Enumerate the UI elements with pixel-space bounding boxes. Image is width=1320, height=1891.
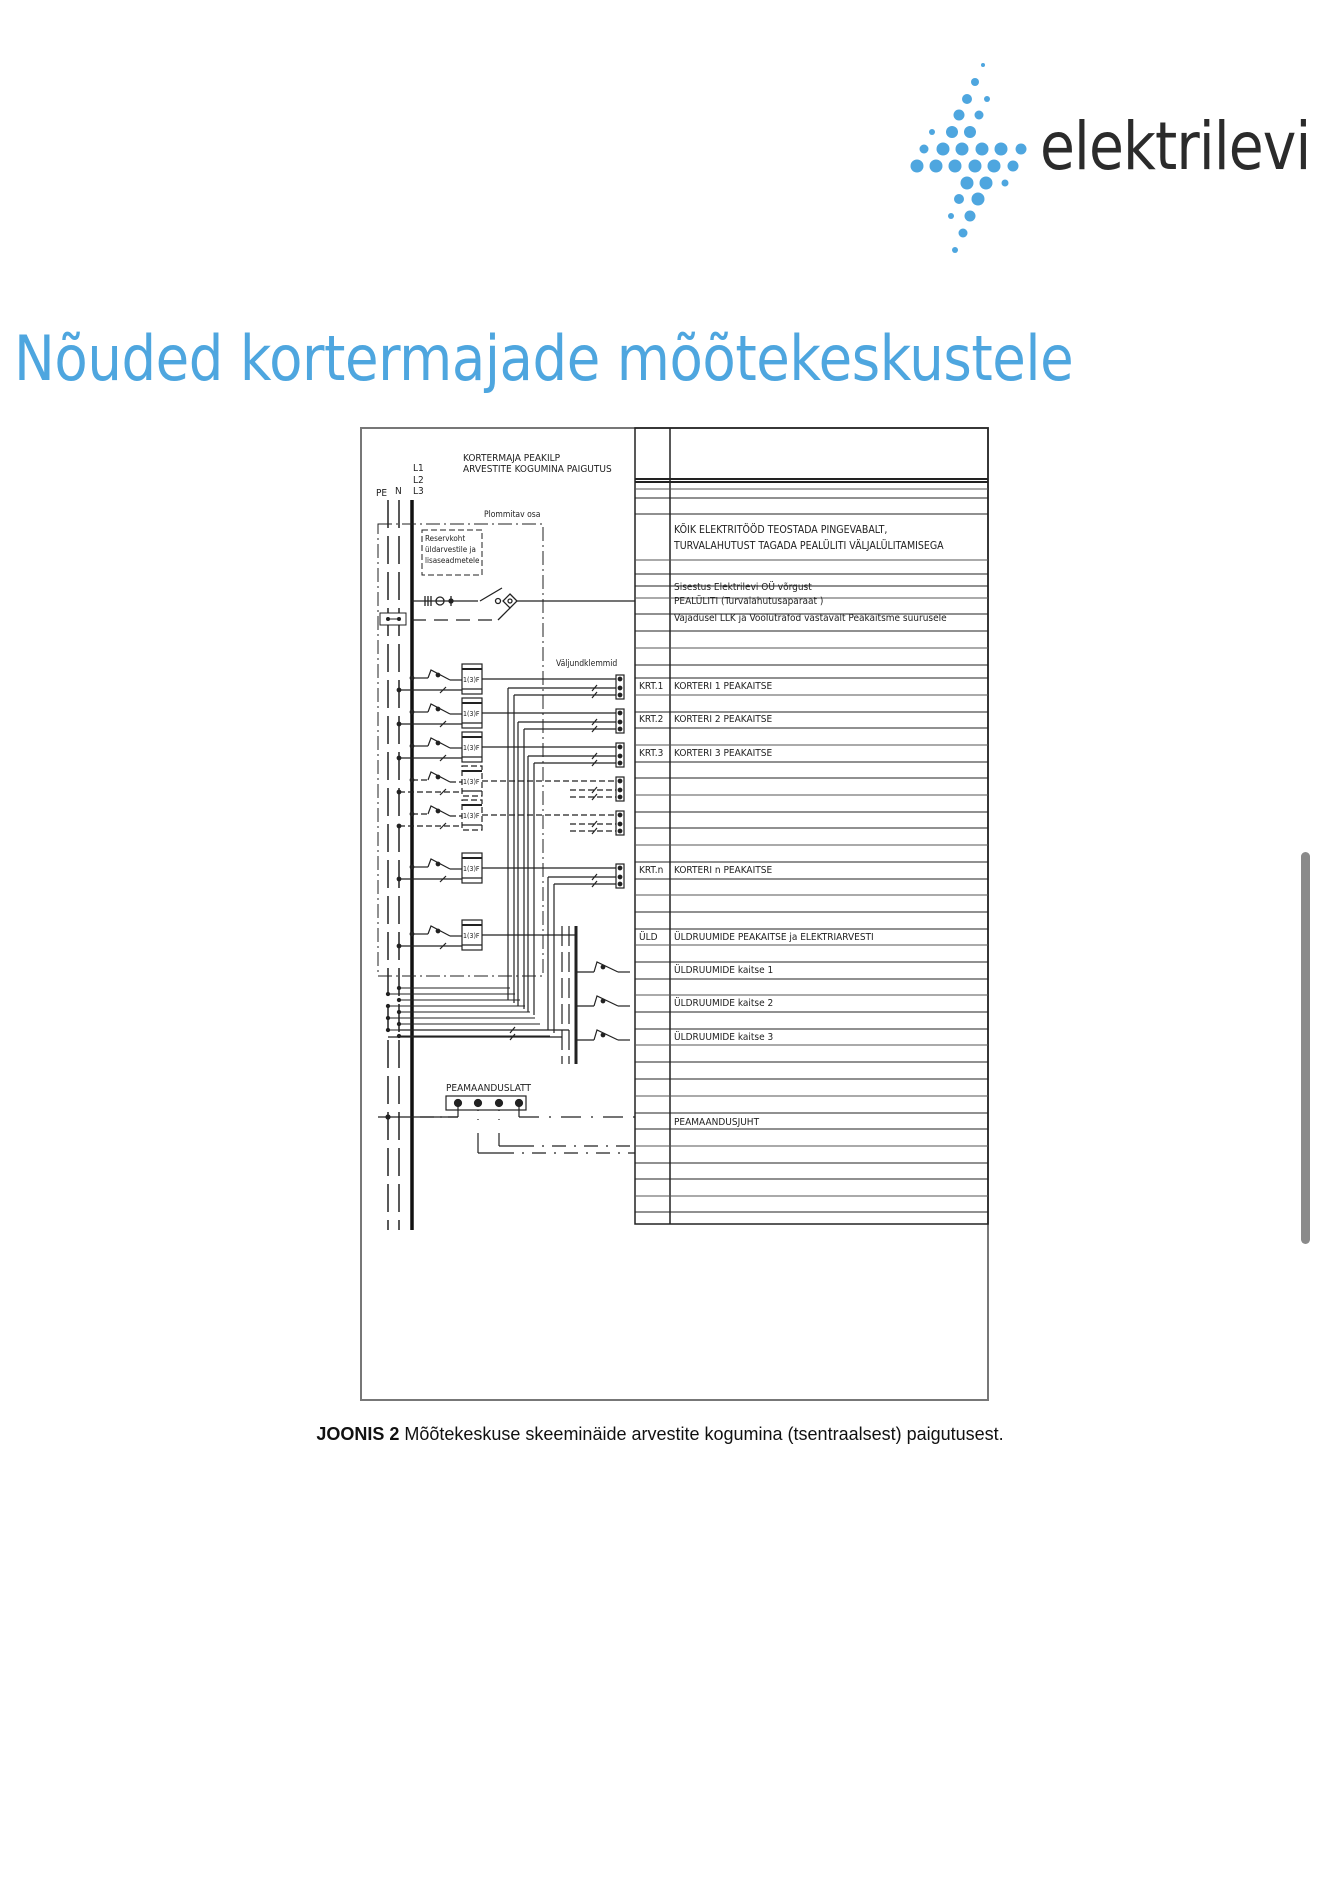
earthing-bar-label: PEAMAANDUSLATT [446, 1083, 531, 1094]
legend-row-text: Vajadusel LLK ja Voolutrafod vastavalt Peakaitsme suurusele [674, 613, 947, 624]
reserve-box-line-2: üldarvestile ja [425, 545, 476, 554]
meter-fuse-label: 1(3)F [463, 865, 480, 873]
legend-row-text: ÜLDRUUMIDE PEAKAITSE ja ELEKTRIARVESTI [674, 932, 874, 943]
main-switch-symbol [412, 588, 635, 620]
figure-caption [0, 1424, 1320, 1445]
legend-row-text: PEALÜLITI (Turvalahutusaparaat ) [674, 596, 824, 607]
legend-row-text: KORTERI 2 PEAKAITSE [674, 714, 773, 725]
meter-fuse-label: 1(3)F [463, 778, 480, 786]
apartment-branch [397, 800, 624, 835]
bus-label-l3: L3 [413, 486, 424, 497]
legend-row-text: ÜLDRUUMIDE kaitse 2 [674, 998, 774, 1009]
schematic-title-line-2: ARVESTITE KOGUMINA PAIGUTUS [463, 464, 612, 475]
logo-wordmark: elektrilevi [1040, 108, 1311, 185]
schematic-title-line-1: KORTERMAJA PEAKILP [463, 453, 561, 464]
pe-n-link-symbol [380, 613, 406, 625]
legend-row-text: Sisestus Elektrilevi OÜ võrgust [674, 582, 812, 593]
common-area-breaker [576, 1030, 630, 1040]
bus-label-l1: L1 [413, 463, 424, 474]
page-title: Nõuded kortermajade mõõtekeskustele [14, 322, 1074, 395]
common-area-distribution [388, 926, 630, 1064]
meter-fuse-label: 1(3)F [463, 744, 480, 752]
legend-row-code: KRT.1 [639, 681, 664, 692]
legend-row-code: KRT.n [639, 865, 664, 876]
reserve-box-line-3: lisaseadmetele [425, 556, 480, 565]
legend-row-code: ÜLD [639, 932, 658, 943]
meter-fuse-label: 1(3)F [463, 812, 480, 820]
legend-row-text: PEAMAANDUSJUHT [674, 1117, 760, 1128]
meter-fuse-label: 1(3)F [463, 710, 480, 718]
note-line-2: TURVALAHUTUST TAGADA PEALÜLITI VÄLJALÜLITAMISEGA [674, 540, 944, 552]
vertical-scrollbar[interactable] [1301, 852, 1310, 1244]
common-area-main-fuse-branch [397, 920, 576, 950]
common-area-breaker [576, 962, 630, 972]
legend-row-code: KRT.2 [639, 714, 664, 725]
legend-row-text: ÜLDRUUMIDE kaitse 1 [674, 965, 774, 976]
output-terminals-label: Väljundklemmid [556, 659, 618, 669]
legend-row-text: KORTERI n PEAKAITSE [674, 865, 773, 876]
legend-row-text: KORTERI 3 PEAKAITSE [674, 748, 773, 759]
bus-label-l2: L2 [413, 475, 424, 486]
figure-caption-text: Mõõtekeskuse skeeminäide arvestite kogumina (tsentraalsest) paigutusest. [399, 1424, 1004, 1444]
note-line-1: KÕIK ELEKTRITÖÖD TEOSTADA PINGEVABALT, [674, 524, 888, 536]
apartment-branch [397, 664, 624, 1003]
meter-fuse-label: 1(3)F [463, 932, 480, 940]
legend-row-code: KRT.3 [639, 748, 664, 759]
apartment-branch [397, 766, 624, 801]
common-area-breaker [576, 996, 630, 1006]
legend-row-text: KORTERI 1 PEAKAITSE [674, 681, 773, 692]
meter-fuse-label: 1(3)F [463, 676, 480, 684]
reserve-box-line-1: Reservkoht [425, 534, 466, 543]
figure-caption-label: JOONIS 2 [316, 1424, 400, 1444]
bus-label-n: N [395, 486, 402, 497]
bus-label-pe: PE [376, 488, 388, 499]
apartment-branch [397, 698, 624, 1009]
apartment-branches [386, 664, 624, 1038]
legend-row-text: ÜLDRUUMIDE kaitse 3 [674, 1032, 774, 1043]
sealed-area-label: Plommitav osa [484, 510, 541, 520]
earthing-bar-symbol [378, 1096, 635, 1153]
